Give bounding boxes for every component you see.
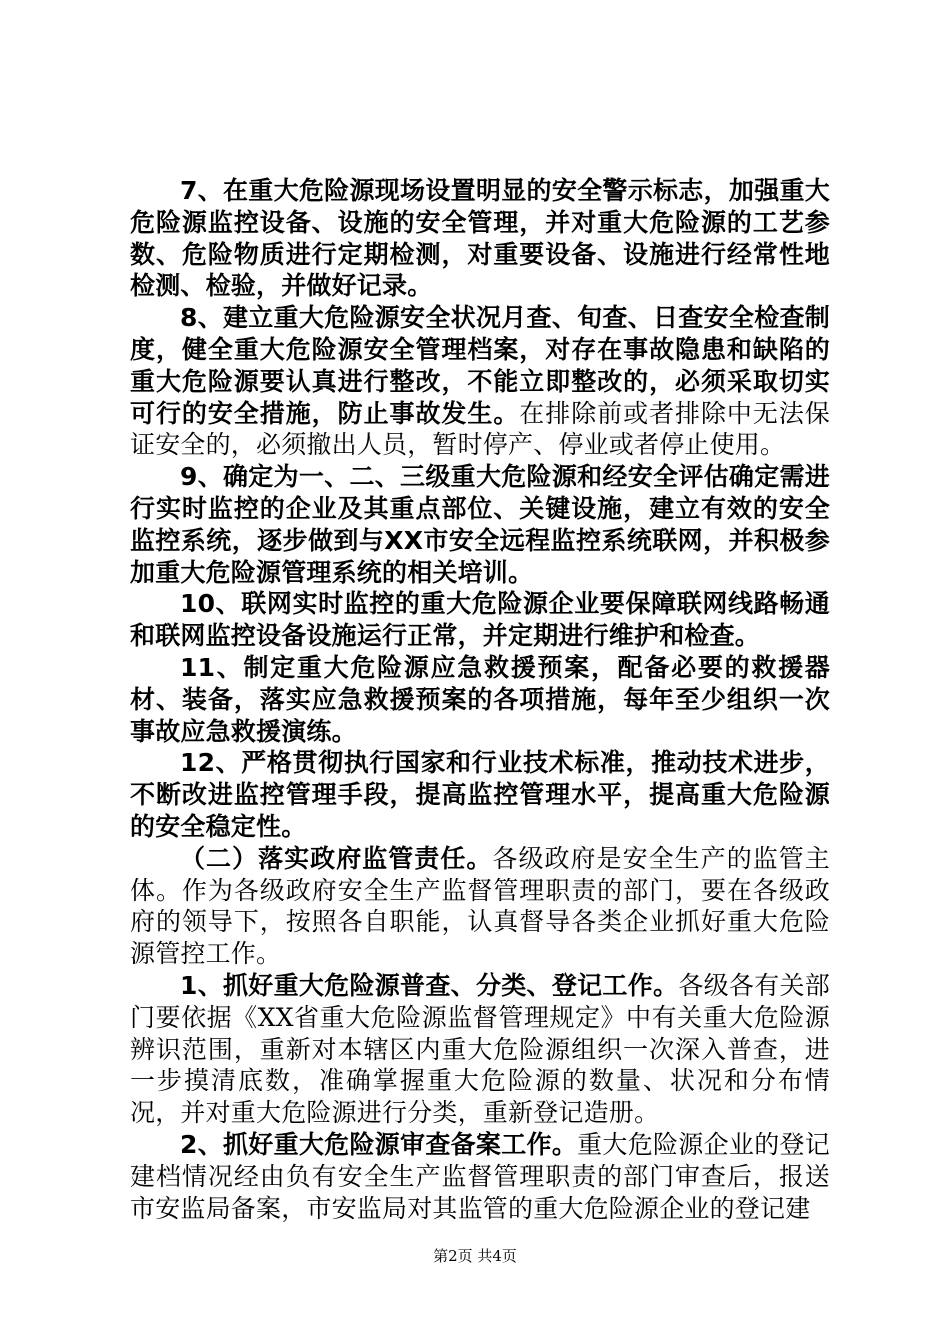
paragraph-text: 7、在重大危险源现场设置明显的安全警示标志，加强重大危险源监控设备、设施的安全管理，并对重大危险源的工艺参数、危险物质进行定期检测，对重要设备、设施进行经常性地检测、检验，并做好记录。	[130, 176, 830, 301]
paragraph-item-9	[130, 462, 830, 589]
paragraph-body: 重大危险源企业的登记建档情况经由负有安全生产监督管理职责的部门审查后，报送市安监局备案，市安监局对其监管的重大危险源企业的登记建	[130, 1129, 830, 1223]
paragraph-heading: 1、抓好重大危险源普查、分类、登记工作。	[180, 970, 679, 1000]
paragraph-body: 各级各有关部门要依据《XX省重大危险源监督管理规定》中有关重大危险源辨识范围，重新对本辖区内重大危险源组织一次深入普查，进一步摸清底数，准确掌握重大危险源的数量、状况和分布情况，并对重大危险源进行分类，重新登记造册。	[130, 970, 830, 1128]
section-heading: （二）落实政府监管责任。	[180, 843, 493, 873]
paragraph-survey	[130, 971, 830, 1130]
page-number-footer: 第2页 共4页	[433, 1247, 517, 1265]
section-heading-government-duty	[130, 844, 830, 971]
paragraph-text-continued: 在排除前或者排除中无法保证安全的，必须撤出人员，暂时停产、停业或者停止使用。	[130, 398, 830, 460]
paragraph-item-10	[130, 589, 830, 653]
paragraph-text: 12、严格贯彻执行国家和行业技术标准，推动技术进步，不断改进监控管理手段，提高监控管理水平，提高重大危险源的安全稳定性。	[130, 748, 830, 841]
paragraph-item-8	[130, 303, 830, 462]
paragraph-text: 11、制定重大危险源应急救援预案，配备必要的救援器材、装备，落实应急救援预案的各项措施，每年至少组织一次事故应急救援演练。	[130, 652, 830, 746]
paragraph-review-filing	[130, 1130, 830, 1225]
section-body: 各级政府是安全生产的监管主体。作为各级政府安全生产监督管理职责的部门，要在各级政府的领导下，按照各自职能，认真督导各类企业抓好重大危险源管控工作。	[130, 843, 830, 969]
paragraph-item-11	[130, 653, 830, 748]
paragraph-item-12	[130, 748, 830, 843]
paragraph-text: 8、建立重大危险源安全状况月查、旬查、日查安全检查制度，健全重大危险源安全管理档案，对存在事故隐患和缺陷的重大危险源要认真进行整改，不能立即整改的，必须采取切实可行的安全措施，防止事故发生。	[130, 303, 830, 428]
paragraph-heading: 2、抓好重大危险源审查备案工作。	[180, 1129, 578, 1159]
paragraph-item-7	[130, 176, 830, 303]
paragraph-text: 10、联网实时监控的重大危险源企业要保障联网线路畅通和联网监控设备设施运行正常，并定期进行维护和检查。	[130, 589, 830, 651]
paragraph-text: 9、确定为一、二、三级重大危险源和经安全评估确定需进行实时监控的企业及其重点部位、关键设施，建立有效的安全监控系统，逐步做到与XX市安全远程监控系统联网，并积极参加重大危险源管理系统的相关培训。	[130, 462, 830, 587]
document-body	[130, 176, 830, 1225]
